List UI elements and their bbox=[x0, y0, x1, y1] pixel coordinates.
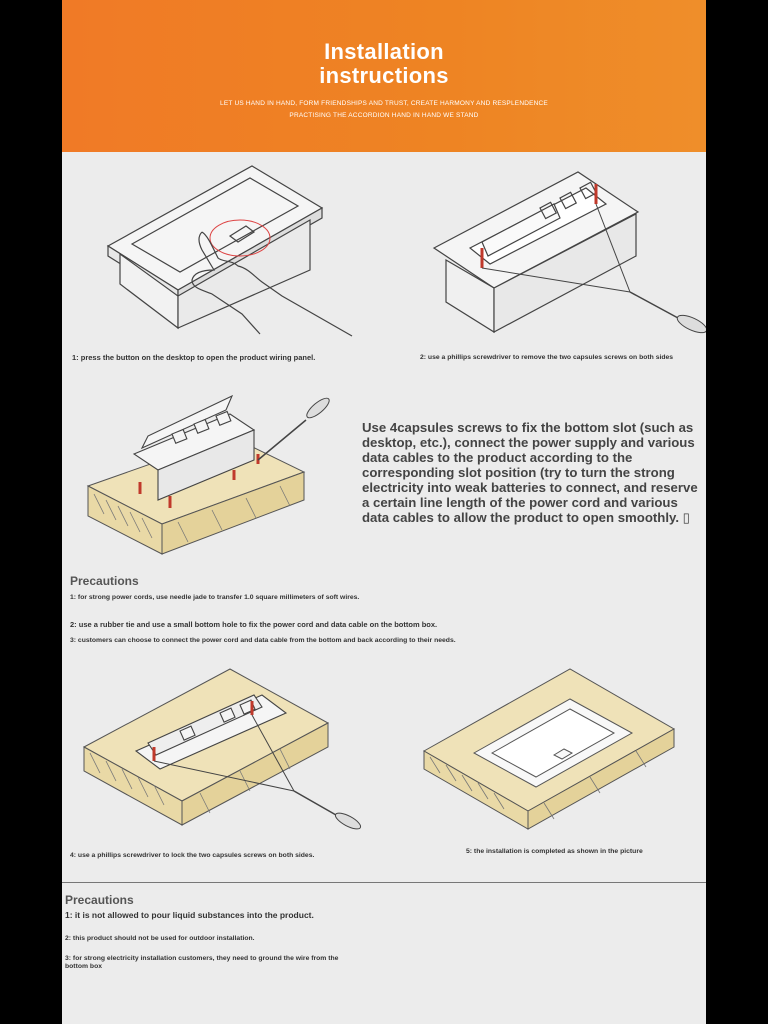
precaution-2-item-2: 2: this product should not be used for outdoor installation. bbox=[65, 935, 255, 942]
subtitle-line-1: LET US HAND IN HAND, FORM FRIENDSHIPS AND TRUST, CREATE HARMONY AND RESPLENDENCE bbox=[220, 100, 548, 107]
precautions-title-1: Precautions bbox=[70, 574, 139, 588]
precautions-title-2: Precautions bbox=[65, 893, 134, 907]
precaution-1-item-2: 2: use a rubber tie and use a small bottom hole to fix the power cord and data cable on the bottom box. bbox=[70, 620, 438, 629]
title-line-2: instructions bbox=[319, 63, 449, 88]
title-line-1: Installation bbox=[324, 39, 444, 64]
precaution-1-item-3: 3: customers can choose to connect the power cord and data cable from the bottom and back according to their needs. bbox=[70, 637, 456, 644]
section-divider bbox=[62, 882, 706, 883]
step3-illustration bbox=[82, 390, 342, 560]
header-banner bbox=[62, 0, 706, 152]
screwdriver-icon bbox=[258, 395, 332, 460]
step3-description: Use 4capsules screws to fix the bottom slot (such as desktop, etc.), connect the power supply and various data cables to the product according to the corresponding slot position (try to turn the strong electricity into weak batteries to connect, and reserve a certain line length of the power cord and various data cables to allow the product to open smoothly. ▯ bbox=[362, 420, 698, 525]
subtitle-line-2: PRACTISING THE ACCORDION HAND IN HAND WE STAND bbox=[289, 112, 479, 119]
step2-caption: 2: use a phillips screwdriver to remove the two capsules screws on both sides bbox=[420, 354, 674, 361]
step4-caption: 4: use a phillips screwdriver to lock the two capsules screws on both sides. bbox=[70, 852, 315, 859]
instruction-page bbox=[62, 0, 706, 1024]
precaution-2-item-3: 3: for strong electricity installation customers, they need to ground the wire from the bottom box bbox=[65, 955, 339, 970]
step1-caption: 1: press the button on the desktop to open the product wiring panel. bbox=[72, 353, 316, 362]
step5-illustration bbox=[422, 665, 692, 835]
step2-illustration bbox=[430, 168, 706, 348]
precaution-1-item-1: 1: for strong power cords, use needle jade to transfer 1.0 square millimeters of soft wires. bbox=[70, 594, 360, 601]
step4-illustration bbox=[80, 665, 370, 845]
step5-caption: 5: the installation is completed as shown in the picture bbox=[466, 848, 643, 855]
screwdriver-icon bbox=[294, 791, 363, 832]
screwdriver-icon bbox=[630, 292, 706, 336]
step1-illustration bbox=[102, 160, 332, 345]
precaution-2-item-1: 1: it is not allowed to pour liquid substances into the product. bbox=[65, 910, 314, 920]
page-title bbox=[62, 40, 706, 88]
